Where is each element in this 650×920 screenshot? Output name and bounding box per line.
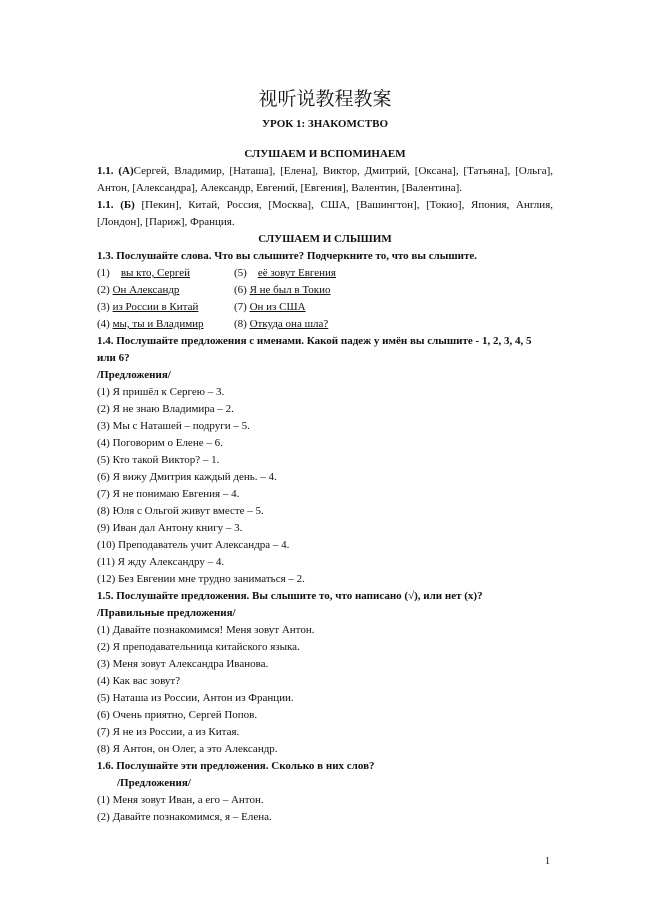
exercise-1-3-list <box>97 265 553 333</box>
exercise-1-1a <box>97 163 553 197</box>
list-item: (7) Я не из России, а из Китая. <box>97 726 240 738</box>
document-page <box>97 86 553 826</box>
item-text: вы кто, Сергей <box>120 267 191 279</box>
item-text: Он Александр <box>112 284 180 296</box>
item-number: (8) <box>234 318 247 330</box>
exercise-label: 1.1. (Б) <box>97 199 135 211</box>
item-number: (5) <box>234 267 247 279</box>
exercise-1-5-task: 1.5. Послушайте предложения. Вы слышите то, что написано (√), или нет (x)? <box>97 590 483 602</box>
section-heading-listen-hear: СЛУШАЕМ И СЛЫШИМ <box>258 233 392 245</box>
list-item <box>97 299 553 316</box>
list-item: (4) Как вас зовут? <box>97 675 181 687</box>
list-item: (5) Наташа из России, Антон из Франции. <box>97 692 294 704</box>
exercise-1-6-list <box>97 792 553 826</box>
exercise-1-4-list <box>97 384 553 588</box>
list-item: (1) Я пришёл к Сергею – 3. <box>97 386 225 398</box>
list-item: (9) Иван дал Антону книгу – 3. <box>97 522 243 534</box>
list-item: (7) Я не понимаю Евгения – 4. <box>97 488 240 500</box>
item-number: (3) <box>97 301 110 313</box>
list-item: (1) Меня зовут Иван, а его – Антон. <box>97 794 264 806</box>
list-item <box>97 282 553 299</box>
item-text: Откуда она шла? <box>249 318 329 330</box>
list-item: (6) Очень приятно, Сергей Попов. <box>97 709 258 721</box>
exercise-1-4-subheading: /Предложения/ <box>97 369 171 381</box>
list-item: (8) Я Антон, он Олег, а это Александр. <box>97 743 278 755</box>
item-number: (1) <box>97 267 110 279</box>
section-heading-listen-remember: СЛУШАЕМ И ВСПОМИНАЕМ <box>244 148 406 160</box>
lesson-heading: УРОК 1: ЗНАКОМСТВО <box>261 118 389 130</box>
exercise-1-4-task: 1.4. Послушайте предложения с именами. Какой падеж у имён вы слышите - 1, 2, 3, 4, 5 или 6? <box>97 335 532 364</box>
exercise-text: Сергей, Владимир, [Наташа], [Елена], Виктор, Дмитрий, [Оксана], [Татьяна], [Ольга], Антон, [Александра], Александр, Евгений, [Евгения], Валентин, [Валентина]. <box>97 165 554 194</box>
list-item: (5) Кто такой Виктор? – 1. <box>97 454 220 466</box>
list-item: (10) Преподаватель учит Александра – 4. <box>97 539 290 551</box>
item-number: (6) <box>234 284 247 296</box>
list-item: (3) Мы с Наташей – подруги – 5. <box>97 420 250 432</box>
list-item: (4) Поговорим о Елене – 6. <box>97 437 223 449</box>
exercise-text: [Пекин], Китай, Россия, [Москва], США, [Вашингтон], [Токио], Япония, Англия, [Лондон], [Париж], Франция. <box>97 199 553 228</box>
item-text: её зовут Евгения <box>257 267 336 279</box>
item-number: (7) <box>234 301 247 313</box>
item-text: Он из США <box>249 301 306 313</box>
exercise-label: 1.1. (А) <box>97 165 134 177</box>
item-number: (2) <box>97 284 110 296</box>
list-item: (2) Я преподавательница китайского языка. <box>97 641 300 653</box>
exercise-1-1b <box>97 197 553 231</box>
list-item <box>97 316 553 333</box>
list-item: (6) Я вижу Дмитрия каждый день. – 4. <box>97 471 277 483</box>
exercise-1-6-task: 1.6. Послушайте эти предложения. Сколько в них слов? <box>97 760 375 772</box>
exercise-1-6-subheading: /Предложения/ <box>117 777 191 789</box>
list-item <box>97 265 553 282</box>
exercise-1-5-subheading: /Правильные предложения/ <box>97 607 236 619</box>
list-item: (8) Юля с Ольгой живут вместе – 5. <box>97 505 264 517</box>
item-text: Я не был в Токио <box>249 284 331 296</box>
exercise-1-5-list <box>97 622 553 758</box>
list-item: (11) Я жду Александру – 4. <box>97 556 225 568</box>
item-text: мы, ты и Владимир <box>112 318 204 330</box>
document-title: 视听说教程教案 <box>258 88 392 110</box>
list-item: (2) Я не знаю Владимира – 2. <box>97 403 234 415</box>
list-item: (1) Давайте познакомимся! Меня зовут Антон. <box>97 624 315 636</box>
exercise-1-3-task: 1.3. Послушайте слова. Что вы слышите? Подчеркните то, что вы слышите. <box>97 250 478 262</box>
list-item: (2) Давайте познакомимся, я – Елена. <box>97 811 272 823</box>
item-number: (4) <box>97 318 110 330</box>
page-number: 1 <box>545 856 550 867</box>
list-item: (12) Без Евгении мне трудно заниматься – 2. <box>97 573 305 585</box>
item-text: из России в Китай <box>112 301 199 313</box>
list-item: (3) Меня зовут Александра Иванова. <box>97 658 269 670</box>
